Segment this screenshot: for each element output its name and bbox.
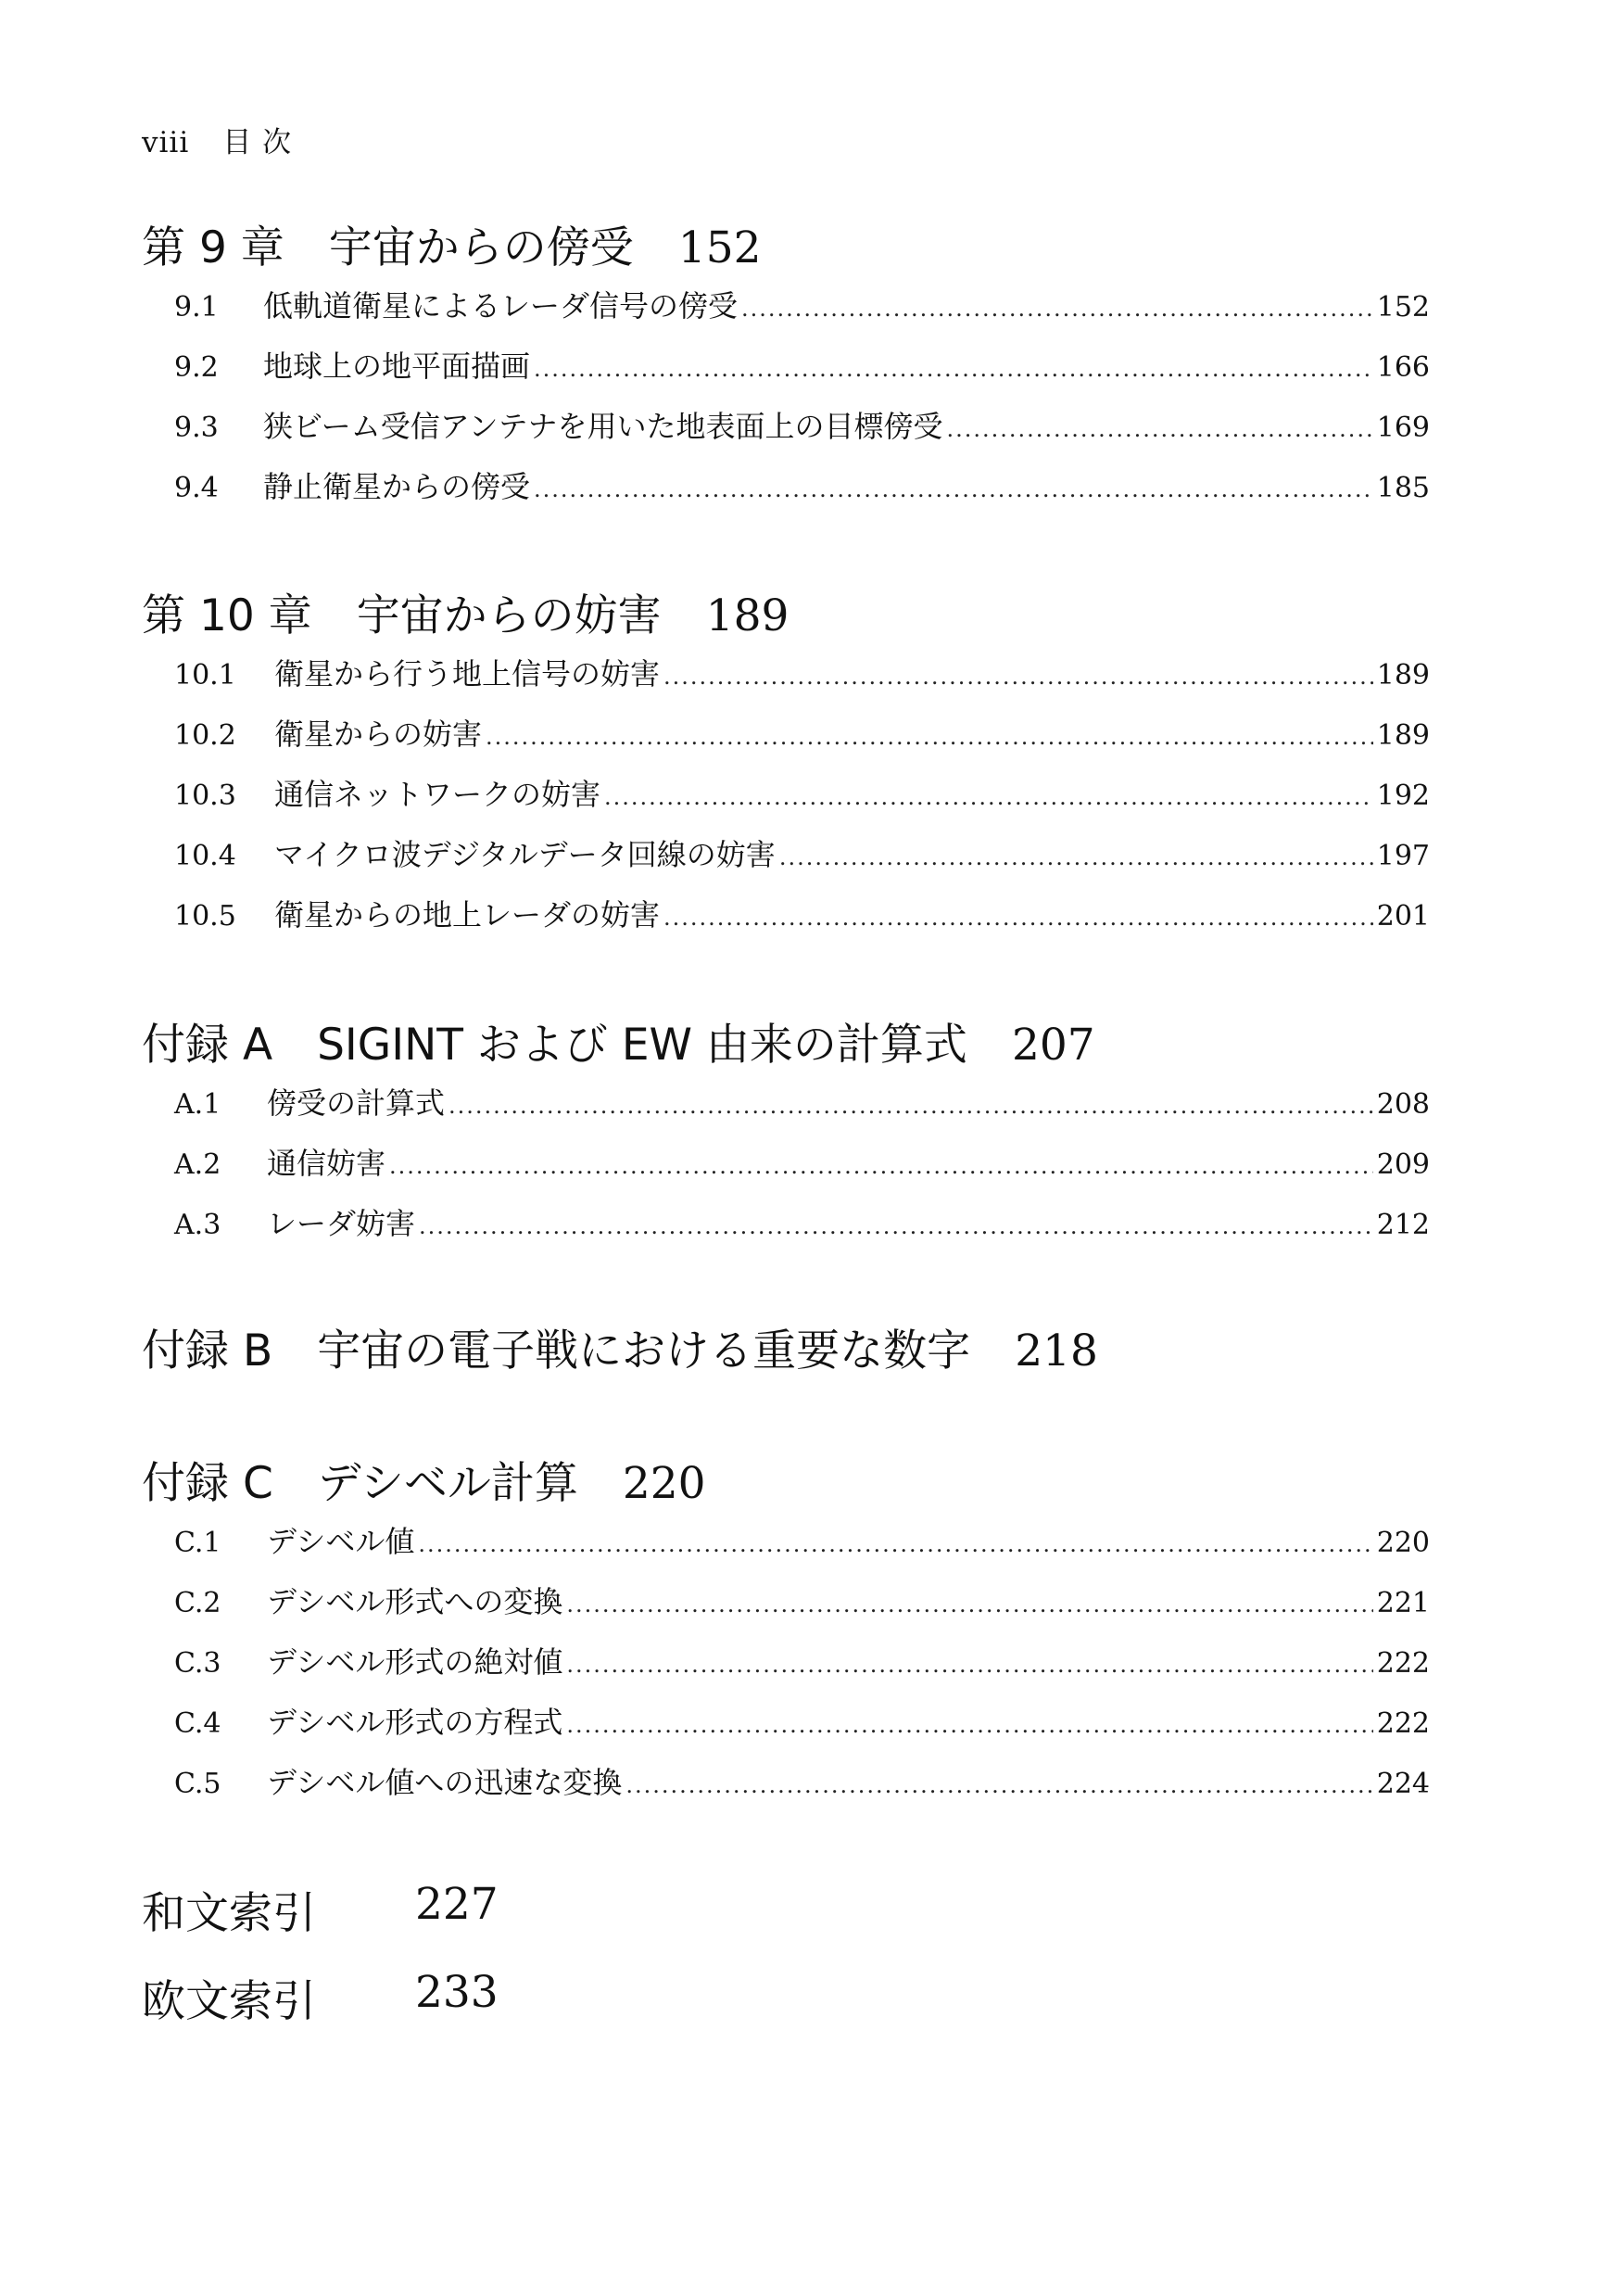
dot-leader <box>534 476 1373 502</box>
section-number: 10.5 <box>174 900 236 932</box>
chapter-page: 220 <box>622 1458 706 1509</box>
index-page: 233 <box>415 1967 499 2018</box>
running-title: 目 次 <box>222 126 293 159</box>
dot-leader <box>625 1772 1372 1798</box>
section-number: C.2 <box>174 1587 221 1619</box>
dot-leader <box>448 1093 1373 1119</box>
chapter-page: 189 <box>705 590 790 641</box>
chapter-title: 宇宙からの傍受 <box>328 222 634 273</box>
section-number: 10.1 <box>174 659 236 691</box>
section-page: 166 <box>1376 351 1430 384</box>
toc-entry[interactable] <box>174 651 1430 691</box>
section-page: 222 <box>1376 1707 1430 1740</box>
section-page: 189 <box>1376 659 1430 691</box>
section-number: 10.2 <box>174 719 236 752</box>
toc-entry[interactable] <box>174 711 1430 752</box>
chapter-label: 付録 B <box>142 1326 273 1376</box>
section-number: 10.3 <box>174 780 236 812</box>
section-number: 9.1 <box>174 291 219 323</box>
toc-entry[interactable] <box>174 1518 1430 1559</box>
dot-leader <box>486 724 1373 750</box>
section-page: 208 <box>1376 1088 1430 1121</box>
toc-entry[interactable] <box>174 463 1430 504</box>
toc-entry[interactable] <box>174 1579 1430 1619</box>
toc-entry[interactable] <box>174 283 1430 323</box>
dot-leader <box>604 784 1373 810</box>
index-heading[interactable] <box>142 1967 499 2029</box>
dot-leader <box>779 844 1373 870</box>
section-title: 低軌道衛星によるレーダ信号の傍受 <box>263 288 739 323</box>
chapter-label: 付録 C <box>142 1458 273 1509</box>
section-title: マイクロ波デジタルデータ回線の妨害 <box>274 837 776 872</box>
section-title: 傍受の計算式 <box>267 1085 446 1121</box>
dot-leader <box>534 356 1373 382</box>
section-title: 衛星からの地上レーダの妨害 <box>274 897 661 932</box>
chapter-title: 宇宙の電子戦における重要な数字 <box>317 1326 971 1376</box>
chapter-page: 218 <box>1015 1326 1098 1376</box>
chapter-label: 第 9 章 <box>142 222 284 273</box>
section-title: 通信妨害 <box>267 1146 386 1181</box>
chapter-title: 宇宙からの妨害 <box>356 590 662 641</box>
section-title: デシベル値 <box>267 1524 415 1559</box>
dot-leader <box>566 1712 1372 1738</box>
toc-entry[interactable] <box>174 831 1430 872</box>
toc-entry[interactable] <box>174 1639 1430 1680</box>
dot-leader <box>418 1531 1372 1557</box>
section-title: デシベル形式の絶対値 <box>267 1644 563 1680</box>
toc-entry[interactable] <box>174 1699 1430 1740</box>
chapter-label: 付録 A <box>142 1020 273 1071</box>
toc-entry[interactable] <box>174 403 1430 444</box>
section-page: 222 <box>1376 1647 1430 1680</box>
index-title: 欧文索引 <box>142 1976 316 2027</box>
section-page: 224 <box>1376 1768 1430 1800</box>
section-number: A.1 <box>174 1088 221 1121</box>
section-page: 221 <box>1376 1587 1430 1619</box>
section-page: 189 <box>1376 719 1430 752</box>
section-page: 192 <box>1376 780 1430 812</box>
toc-entry[interactable] <box>174 1080 1430 1121</box>
dot-leader <box>663 905 1373 931</box>
section-number: C.3 <box>174 1647 221 1680</box>
section-title: デシベル形式の方程式 <box>267 1705 563 1740</box>
chapter-page: 207 <box>1011 1020 1095 1071</box>
chapter-heading[interactable] <box>142 581 789 643</box>
dot-leader <box>741 296 1373 322</box>
section-number: C.4 <box>174 1707 221 1740</box>
section-number: 9.3 <box>174 412 219 444</box>
toc-entry[interactable] <box>174 771 1430 812</box>
section-page: 201 <box>1376 900 1430 932</box>
section-number: C.5 <box>174 1768 221 1800</box>
chapter-page: 152 <box>677 222 762 273</box>
section-page: 152 <box>1376 291 1430 323</box>
section-page: 197 <box>1376 840 1430 872</box>
section-title: 静止衛星からの傍受 <box>263 469 531 504</box>
dot-leader <box>663 664 1373 690</box>
index-page: 227 <box>415 1879 499 1930</box>
dot-leader <box>946 416 1372 442</box>
chapter-heading[interactable] <box>142 1316 1098 1378</box>
section-title: 通信ネットワークの妨害 <box>274 777 601 812</box>
chapter-heading[interactable] <box>142 1010 1095 1072</box>
section-number: 10.4 <box>174 840 236 872</box>
chapter-title: デシベル計算 <box>317 1458 578 1509</box>
section-number: 9.2 <box>174 351 219 384</box>
chapter-heading[interactable] <box>142 1449 706 1511</box>
section-title: 狭ビーム受信アンテナを用いた地表面上の目標傍受 <box>263 409 943 444</box>
toc-entry[interactable] <box>174 1200 1430 1241</box>
toc-entry[interactable] <box>174 1759 1430 1800</box>
section-number: A.3 <box>174 1209 221 1241</box>
dot-leader <box>389 1153 1373 1179</box>
section-number: C.1 <box>174 1527 221 1559</box>
chapter-title: SIGINT および EW 由来の計算式 <box>317 1020 967 1071</box>
dot-leader <box>566 1652 1372 1678</box>
section-title: 衛星から行う地上信号の妨害 <box>274 656 661 691</box>
section-page: 185 <box>1376 472 1430 504</box>
page-number: viii <box>142 126 190 159</box>
toc-entry[interactable] <box>174 892 1430 932</box>
section-title: デシベル値への迅速な変換 <box>267 1765 623 1800</box>
section-number: 9.4 <box>174 472 219 504</box>
section-title: 衛星からの妨害 <box>274 717 483 752</box>
section-page: 220 <box>1376 1527 1430 1559</box>
section-title: レーダ妨害 <box>267 1206 416 1241</box>
section-page: 209 <box>1376 1148 1430 1181</box>
running-head <box>142 119 292 160</box>
section-page: 212 <box>1376 1209 1430 1241</box>
section-page: 169 <box>1376 412 1430 444</box>
toc-entry[interactable] <box>174 343 1430 384</box>
dot-leader <box>419 1213 1373 1239</box>
section-title: 地球上の地平面描画 <box>263 349 531 384</box>
index-title: 和文索引 <box>142 1888 316 1939</box>
chapter-label: 第 10 章 <box>142 590 312 641</box>
chapter-heading[interactable] <box>142 213 762 275</box>
section-title: デシベル形式への変換 <box>267 1584 563 1619</box>
section-number: A.2 <box>174 1148 221 1181</box>
index-heading[interactable] <box>142 1879 499 1941</box>
dot-leader <box>566 1592 1372 1617</box>
toc-entry[interactable] <box>174 1140 1430 1181</box>
